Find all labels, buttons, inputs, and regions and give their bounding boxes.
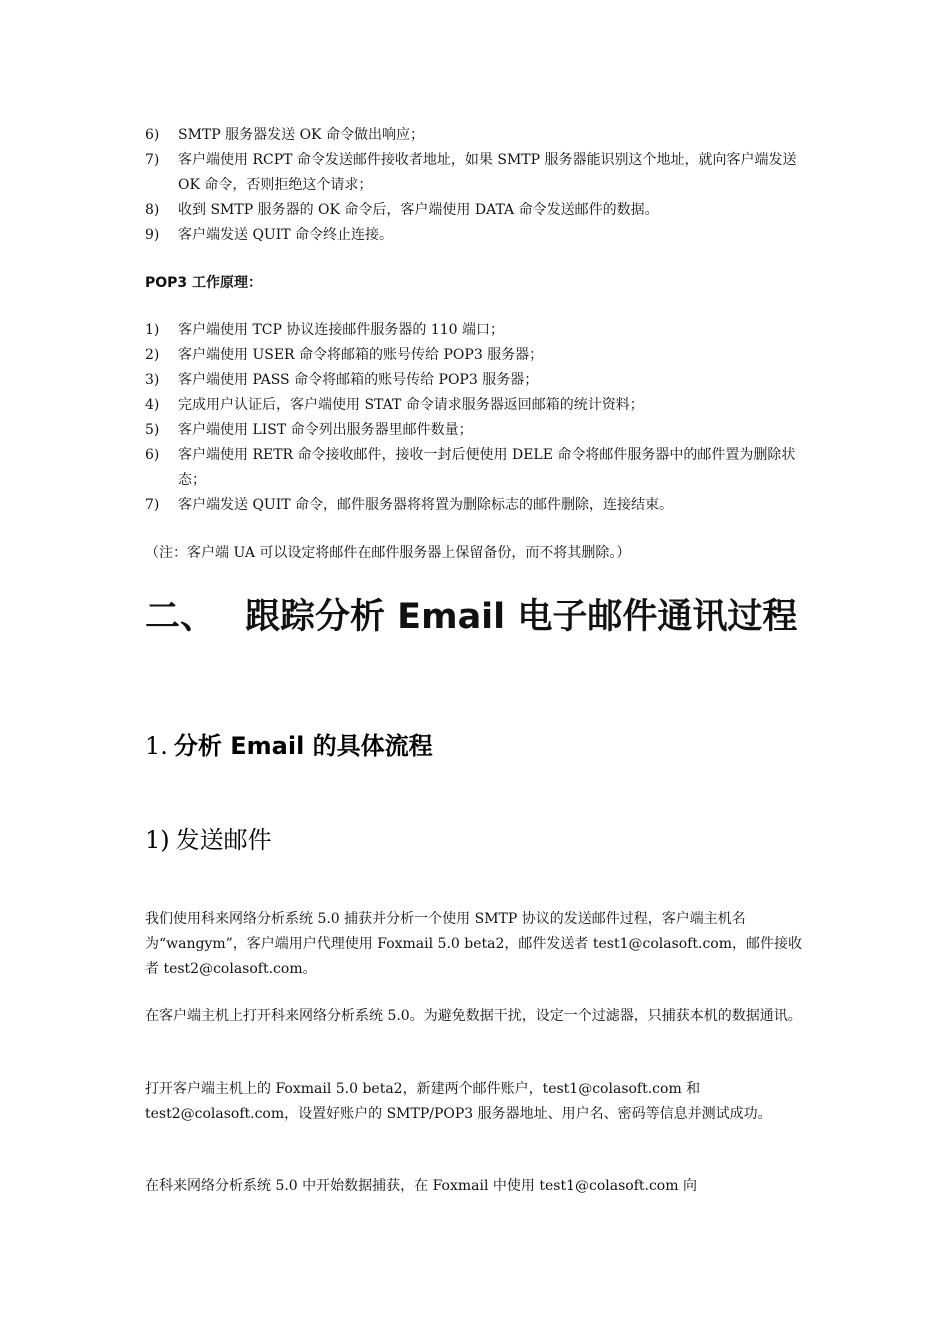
step-text: SMTP 服务器发送 OK 命令做出响应； [178, 127, 424, 143]
step-number: 1) [145, 322, 160, 338]
pop3-step [145, 343, 815, 368]
subsection-number: 1. [145, 732, 168, 760]
step-number: 6) [145, 447, 160, 463]
step-number: 7) [145, 497, 160, 513]
subsection-title: 分析 Email 的具体流程 [173, 732, 433, 760]
step-number: 9) [145, 227, 160, 243]
subsubsection-heading [145, 823, 272, 858]
smtp-step [145, 198, 815, 223]
step-number: 2) [145, 347, 160, 363]
step-number: 4) [145, 397, 160, 413]
step-text: 客户端发送 QUIT 命令，邮件服务器将将置为删除标志的邮件删除，连接结束。 [178, 497, 674, 513]
pop3-step [145, 443, 815, 493]
smtp-step [145, 148, 815, 198]
section-number: 二、 [145, 597, 216, 637]
step-text: 客户端使用 PASS 命令将邮箱的账号传给 POP3 服务器； [178, 372, 539, 388]
smtp-step [145, 123, 815, 148]
step-text: 客户端发送 QUIT 命令终止连接。 [178, 227, 394, 243]
pop3-heading: POP3 工作原理： [145, 275, 263, 291]
pop3-note: （注：客户端 UA 可以设定将邮件在邮件服务器上保留备份，而不将其删除。） [145, 545, 631, 561]
step-number: 5) [145, 422, 160, 438]
pop3-step [145, 393, 815, 418]
section-heading [145, 592, 797, 642]
step-number: 7) [145, 152, 160, 168]
pop3-step [145, 493, 815, 518]
step-number: 6) [145, 127, 160, 143]
body-paragraph: 我们使用科来网络分析系统 5.0 捕获并分析一个使用 SMTP 协议的发送邮件过程，客户端主机名为“wangym”，客户端用户代理使用 Foxmail 5.0 beta2，邮件发送者 test1@colasoft.com，邮件接收者 test2@colasoft.com。 [145, 911, 802, 977]
step-text: 客户端使用 TCP 协议连接邮件服务器的 110 端口； [178, 322, 504, 338]
body-paragraph: 打开客户端主机上的 Foxmail 5.0 beta2，新建两个邮件账户，test1@colasoft.com 和 test2@colasoft.com，设置好账户的 SMTP/POP3 服务器地址、用户名、密码等信息并测试成功。 [145, 1081, 772, 1122]
section-title: 跟踪分析 Email 电子邮件通讯过程 [245, 597, 798, 637]
step-number: 3) [145, 372, 160, 388]
step-number: 8) [145, 202, 160, 218]
subsubsection-title: 发送邮件 [175, 826, 272, 854]
subsection-heading [145, 729, 433, 764]
step-text: 收到 SMTP 服务器的 OK 命令后，客户端使用 DATA 命令发送邮件的数据。 [178, 202, 659, 218]
pop3-step [145, 368, 815, 393]
step-text: 客户端使用 RETR 命令接收邮件，接收一封后便使用 DELE 命令将邮件服务器中的邮件置为删除状态； [178, 447, 796, 488]
step-text: 客户端使用 RCPT 命令发送邮件接收者地址，如果 SMTP 服务器能识别这个地址，就向客户端发送 OK 命令，否则拒绝这个请求； [178, 152, 797, 193]
pop3-step [145, 318, 815, 343]
step-text: 客户端使用 USER 命令将邮箱的账号传给 POP3 服务器； [178, 347, 544, 363]
body-paragraph: 在客户端主机上打开科来网络分析系统 5.0。为避免数据干扰，设定一个过滤器，只捕获本机的数据通讯。 [145, 1008, 802, 1024]
subsubsection-number: 1) [145, 826, 170, 854]
body-paragraph: 在科来网络分析系统 5.0 中开始数据捕获，在 Foxmail 中使用 test1@colasoft.com 向 [145, 1178, 697, 1194]
step-text: 客户端使用 LIST 命令列出服务器里邮件数量； [178, 422, 473, 438]
pop3-step [145, 418, 815, 443]
smtp-step [145, 223, 815, 248]
step-text: 完成用户认证后，客户端使用 STAT 命令请求服务器返回邮箱的统计资料； [178, 397, 644, 413]
